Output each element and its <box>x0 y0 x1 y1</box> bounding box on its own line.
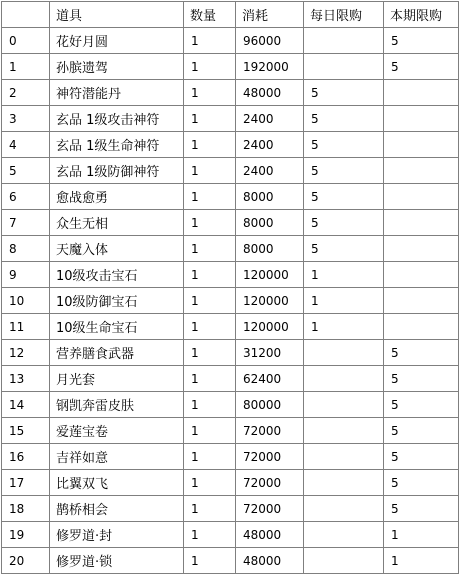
cell-cost: 96000 <box>236 28 304 54</box>
cell-index: 14 <box>2 392 50 418</box>
table-row <box>2 80 459 106</box>
cell-item: 修罗道·封 <box>50 522 184 548</box>
cell-daily-limit: 5 <box>304 132 384 158</box>
cell-daily-limit <box>304 366 384 392</box>
cell-daily-limit <box>304 340 384 366</box>
shop-items-table <box>1 1 459 574</box>
cell-index: 10 <box>2 288 50 314</box>
cell-cost: 72000 <box>236 444 304 470</box>
cell-period-limit: 5 <box>384 444 459 470</box>
cell-item: 比翼双飞 <box>50 470 184 496</box>
table-row <box>2 470 459 496</box>
cell-period-limit: 5 <box>384 54 459 80</box>
cell-index: 19 <box>2 522 50 548</box>
cell-daily-limit <box>304 470 384 496</box>
cell-period-limit <box>384 210 459 236</box>
cell-daily-limit: 5 <box>304 158 384 184</box>
cell-period-limit: 5 <box>384 366 459 392</box>
cell-quantity: 1 <box>184 366 236 392</box>
cell-index: 9 <box>2 262 50 288</box>
cell-quantity: 1 <box>184 392 236 418</box>
cell-quantity: 1 <box>184 340 236 366</box>
cell-quantity: 1 <box>184 184 236 210</box>
cell-daily-limit <box>304 54 384 80</box>
cell-item: 玄品 1级生命神符 <box>50 132 184 158</box>
cell-cost: 2400 <box>236 132 304 158</box>
cell-item: 愈战愈勇 <box>50 184 184 210</box>
header-item: 道具 <box>50 2 184 28</box>
cell-index: 6 <box>2 184 50 210</box>
cell-cost: 120000 <box>236 288 304 314</box>
cell-quantity: 1 <box>184 210 236 236</box>
table-body <box>2 2 459 574</box>
cell-quantity: 1 <box>184 80 236 106</box>
cell-item: 玄品 1级防御神符 <box>50 158 184 184</box>
cell-cost: 2400 <box>236 158 304 184</box>
cell-period-limit <box>384 158 459 184</box>
table-row <box>2 106 459 132</box>
cell-daily-limit: 1 <box>304 288 384 314</box>
cell-cost: 8000 <box>236 236 304 262</box>
cell-index: 17 <box>2 470 50 496</box>
cell-daily-limit: 5 <box>304 236 384 262</box>
table-row <box>2 28 459 54</box>
table-row <box>2 496 459 522</box>
cell-cost: 80000 <box>236 392 304 418</box>
header-row <box>2 2 459 28</box>
table-row <box>2 314 459 340</box>
cell-period-limit <box>384 236 459 262</box>
cell-item: 吉祥如意 <box>50 444 184 470</box>
cell-item: 孙膑遗驾 <box>50 54 184 80</box>
cell-index: 7 <box>2 210 50 236</box>
header-period-limit: 本期限购 <box>384 2 459 28</box>
cell-period-limit: 5 <box>384 340 459 366</box>
cell-quantity: 1 <box>184 262 236 288</box>
table-row <box>2 340 459 366</box>
cell-cost: 8000 <box>236 210 304 236</box>
cell-index: 13 <box>2 366 50 392</box>
cell-index: 16 <box>2 444 50 470</box>
cell-item: 月光套 <box>50 366 184 392</box>
table-row <box>2 392 459 418</box>
cell-cost: 2400 <box>236 106 304 132</box>
cell-index: 8 <box>2 236 50 262</box>
cell-period-limit: 1 <box>384 548 459 574</box>
cell-item: 10级防御宝石 <box>50 288 184 314</box>
cell-cost: 72000 <box>236 496 304 522</box>
cell-item: 修罗道·锁 <box>50 548 184 574</box>
cell-period-limit <box>384 314 459 340</box>
cell-quantity: 1 <box>184 522 236 548</box>
cell-period-limit <box>384 288 459 314</box>
cell-item: 天魔入体 <box>50 236 184 262</box>
cell-period-limit: 1 <box>384 522 459 548</box>
cell-daily-limit <box>304 496 384 522</box>
cell-quantity: 1 <box>184 470 236 496</box>
cell-period-limit <box>384 106 459 132</box>
cell-cost: 48000 <box>236 522 304 548</box>
cell-quantity: 1 <box>184 444 236 470</box>
cell-item: 众生无相 <box>50 210 184 236</box>
header-daily-limit: 每日限购 <box>304 2 384 28</box>
cell-quantity: 1 <box>184 28 236 54</box>
cell-index: 20 <box>2 548 50 574</box>
cell-item: 爱莲宝卷 <box>50 418 184 444</box>
cell-daily-limit: 1 <box>304 314 384 340</box>
cell-daily-limit <box>304 418 384 444</box>
cell-item: 10级攻击宝石 <box>50 262 184 288</box>
cell-index: 18 <box>2 496 50 522</box>
cell-period-limit <box>384 184 459 210</box>
cell-index: 2 <box>2 80 50 106</box>
cell-quantity: 1 <box>184 158 236 184</box>
cell-quantity: 1 <box>184 496 236 522</box>
cell-daily-limit: 5 <box>304 210 384 236</box>
cell-cost: 31200 <box>236 340 304 366</box>
cell-period-limit <box>384 132 459 158</box>
table-row <box>2 184 459 210</box>
cell-cost: 48000 <box>236 548 304 574</box>
cell-cost: 8000 <box>236 184 304 210</box>
cell-cost: 120000 <box>236 314 304 340</box>
header-cost: 消耗 <box>236 2 304 28</box>
cell-cost: 120000 <box>236 262 304 288</box>
cell-cost: 192000 <box>236 54 304 80</box>
cell-daily-limit: 1 <box>304 262 384 288</box>
cell-item: 10级生命宝石 <box>50 314 184 340</box>
cell-quantity: 1 <box>184 106 236 132</box>
table-row <box>2 444 459 470</box>
cell-quantity: 1 <box>184 132 236 158</box>
cell-index: 1 <box>2 54 50 80</box>
cell-period-limit: 5 <box>384 28 459 54</box>
header-index <box>2 2 50 28</box>
table-row <box>2 132 459 158</box>
cell-period-limit: 5 <box>384 392 459 418</box>
cell-item: 神符潜能丹 <box>50 80 184 106</box>
cell-period-limit: 5 <box>384 418 459 444</box>
header-quantity: 数量 <box>184 2 236 28</box>
table-row <box>2 418 459 444</box>
cell-cost: 62400 <box>236 366 304 392</box>
cell-quantity: 1 <box>184 54 236 80</box>
cell-daily-limit: 5 <box>304 106 384 132</box>
cell-period-limit: 5 <box>384 496 459 522</box>
cell-cost: 72000 <box>236 470 304 496</box>
cell-index: 0 <box>2 28 50 54</box>
cell-period-limit <box>384 262 459 288</box>
table-row <box>2 236 459 262</box>
cell-item: 花好月圆 <box>50 28 184 54</box>
cell-quantity: 1 <box>184 236 236 262</box>
table-row <box>2 158 459 184</box>
cell-cost: 48000 <box>236 80 304 106</box>
table-row <box>2 366 459 392</box>
cell-cost: 72000 <box>236 418 304 444</box>
table-row <box>2 210 459 236</box>
cell-daily-limit <box>304 28 384 54</box>
cell-quantity: 1 <box>184 418 236 444</box>
cell-index: 5 <box>2 158 50 184</box>
cell-daily-limit <box>304 444 384 470</box>
cell-index: 12 <box>2 340 50 366</box>
cell-daily-limit: 5 <box>304 80 384 106</box>
cell-index: 3 <box>2 106 50 132</box>
table-row <box>2 262 459 288</box>
cell-item: 玄品 1级攻击神符 <box>50 106 184 132</box>
table-row <box>2 288 459 314</box>
cell-item: 鹊桥相会 <box>50 496 184 522</box>
cell-daily-limit <box>304 392 384 418</box>
cell-period-limit: 5 <box>384 470 459 496</box>
cell-daily-limit: 5 <box>304 184 384 210</box>
cell-period-limit <box>384 80 459 106</box>
cell-index: 11 <box>2 314 50 340</box>
cell-index: 15 <box>2 418 50 444</box>
table-row <box>2 522 459 548</box>
cell-daily-limit <box>304 522 384 548</box>
cell-item: 营养膳食武器 <box>50 340 184 366</box>
cell-item: 钢凯奔雷皮肤 <box>50 392 184 418</box>
table-row <box>2 54 459 80</box>
cell-index: 4 <box>2 132 50 158</box>
cell-quantity: 1 <box>184 288 236 314</box>
cell-quantity: 1 <box>184 314 236 340</box>
cell-quantity: 1 <box>184 548 236 574</box>
